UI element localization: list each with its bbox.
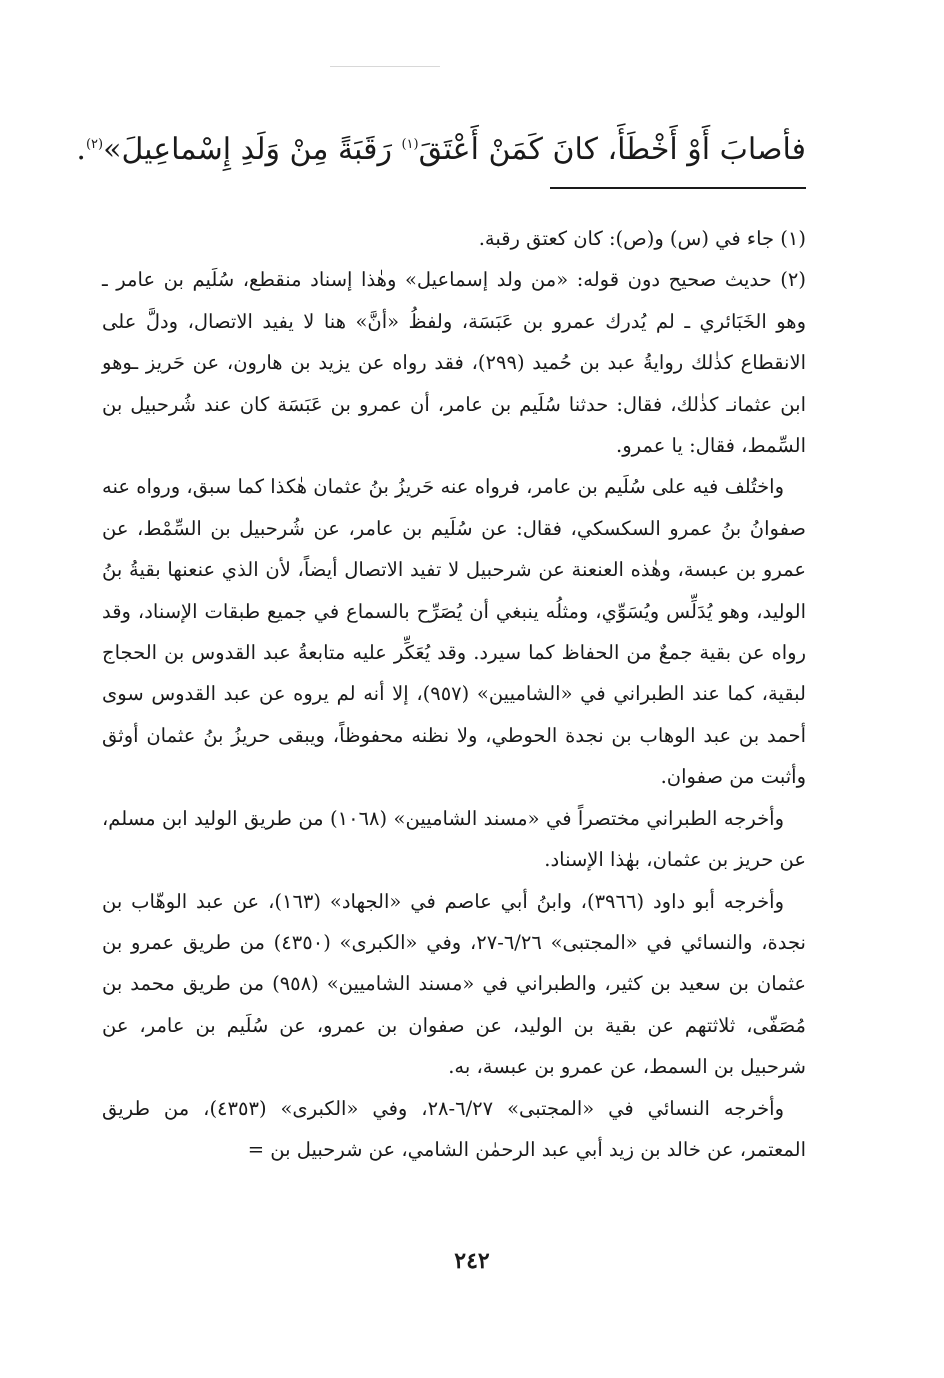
footnote-2-paragraph-2: واختُلف فيه على سُلَيم بن عامر، فرواه عنه حَريزُ بنُ عثمان هٰكذا كما سبق، ورواه عنه صفوانُ بنُ عمرو السكسكي، فقال: عن سُلَيم بن عامر، عن شُرحبيل بن السِّمْط، عن عمرو بن عبسة، وهٰذه العنعنة عن شرحبيل لا تفيد الاتصال أيضاً، لأن الذي عنعنها بقيةُ بنُ الوليد، وهو يُدَلِّس ويُسَوِّي، ومثلُه ينبغي أن يُصَرِّح بالسماع في جميع طبقات الإسناد، وقد رواه عن بقية جمعٌ من الحفاظ كما سيرد. وقد يُعَكِّر عليه متابعةُ عبد القدوس بن الحجاج لبقية، كما عند الطبراني في «الشاميين» (٩٥٧)، إلا أنه لم يروه عن عبد القدوس سوى أحمد بن عبد الوهاب بن نجدة الحوطي، ولا نظنه محفوظاً، ويبقى حريزُ بنُ عثمان أوثق وأثبت من صفوان. [102, 475, 806, 789]
footnote-2: (٢) حديث صحيح دون قوله: «من ولد إسماعيل» وهٰذا إسناد منقطع، سُلَيم بن عامر ـ وهو الخَبَائري ـ لم يُدرك عمرو بن عَبَسَة، ولفظُ «أنَّ» هنا لا يفيد الاتصال، ودلَّ على الانقطاع كذٰلك روايةُ عبد بن حُميد (٢٩٩)، فقد رواه عن يزيد بن هارون، عن حَريز ـوهو ابن عثمانـ كذٰلك، فقال: حدثنا سُلَيم بن عامر، أن عمرو بن عَبَسَة كان عند شُرحبيل بن السِّمط، فقال: يا عمرو. [102, 268, 806, 458]
main-text-end: . [76, 132, 86, 167]
footnote-2-paragraph-4: وأخرجه أبو داود (٣٩٦٦)، وابنُ أبي عاصم في «الجهاد» (١٦٣)، عن عبد الوهّاب بن نجدة، والنسائي في «المجتبى» ٦/٢٦-٢٧، وفي «الكبرى» (٤٣٥٠) من طريق عمرو بن عثمان بن سعيد بن كثير، والطبراني في «مسند الشاميين» (٩٥٨) من طريق محمد بن مُصَفّى، ثلاثتهم عن بقية بن الوليد، عن صفوان بن عمرو، عن سُلَيم بن عامر، عن شرحبيل بن السمط، عن عمرو بن عبسة، به. [102, 889, 806, 1079]
page-number: ٢٤٢ [454, 1248, 490, 1274]
footnotes-section [102, 218, 806, 1170]
footnote-marker-1: (١) [401, 137, 419, 152]
main-text-part-1: فأصابَ أَوْ أَخْطَأَ، كانَ كَمَنْ أَعْتَقَ [418, 132, 806, 167]
footnote-separator [550, 187, 806, 189]
main-text-part-2: رَقَبَةً مِنْ وَلَدِ إِسْماعِيلَ» [103, 132, 402, 167]
footnote-2-paragraph-5: وأخرجه النسائي في «المجتبى» ٦/٢٧-٢٨، وفي «الكبرى» (٤٣٥٣)، من طريق المعتمر، عن خالد بن زيد أبي عبد الرحمٰن الشامي، عن شرحبيل بن = [102, 1096, 806, 1161]
footnote-2-paragraph-3: وأخرجه الطبراني مختصراً في «مسند الشاميين» (١٠٦٨) من طريق الوليد ابن مسلم، عن حريز بن عثمان، بهٰذا الإسناد. [102, 806, 806, 872]
footnote-1: (١) جاء في (س) و(ص): كان كعتق رقبة. [478, 227, 806, 250]
scan-speck [330, 66, 440, 67]
footnote-marker-2: (٢) [85, 137, 104, 152]
main-text-line [76, 122, 806, 178]
